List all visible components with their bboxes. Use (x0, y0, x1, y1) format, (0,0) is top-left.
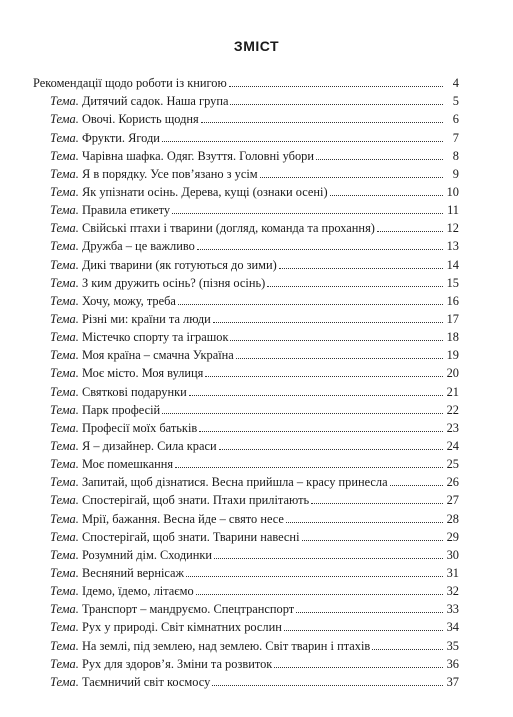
toc-entry (0, 489, 459, 507)
toc-entry-title: Весняний вернісаж (81, 565, 185, 580)
dot-leader (311, 503, 443, 504)
toc-entry (0, 598, 459, 616)
dot-leader (186, 576, 443, 577)
toc-entry-title: Рух у природі. Світ кімнатних рослин (81, 620, 282, 635)
theme-prefix: Тема. (50, 438, 79, 453)
theme-prefix: Тема. (50, 203, 79, 218)
toc-entry-title: Хочу, можу, треба (81, 293, 176, 308)
toc-entry (0, 653, 459, 671)
toc-entry-label (50, 457, 175, 471)
theme-prefix: Тема. (50, 511, 79, 526)
theme-prefix: Тема. (50, 620, 79, 635)
toc-entry-page: 33 (446, 602, 459, 617)
dot-leader (316, 159, 443, 160)
theme-prefix: Тема. (50, 112, 79, 127)
toc-entry (0, 253, 459, 271)
toc-entry-page: 24 (446, 438, 459, 453)
toc-entry-title: Містечко спорту та іграшок (81, 330, 229, 345)
toc-entry-page: 20 (446, 366, 459, 381)
toc-entry-page: 35 (446, 638, 459, 653)
toc-entry-label (50, 675, 212, 689)
page-title: ЗМІСТ (233, 38, 280, 54)
dot-leader (372, 649, 443, 650)
toc-entry (0, 145, 459, 163)
table-of-contents (0, 72, 513, 689)
toc-entry (0, 634, 459, 652)
theme-prefix: Тема. (50, 475, 79, 490)
toc-entry-page: 14 (446, 257, 459, 272)
toc-entry-label (50, 620, 284, 634)
toc-entry (0, 380, 459, 398)
toc-entry-title: Овочі. Користь щодня (81, 112, 199, 127)
dot-leader (212, 685, 443, 686)
toc-entry-label (50, 276, 267, 290)
toc-entry-label (50, 366, 205, 380)
dot-leader (296, 612, 443, 613)
toc-entry (0, 507, 459, 525)
toc-entry-title: Парк професій (81, 402, 161, 417)
theme-prefix: Тема. (50, 674, 79, 689)
toc-entry-title: З ким дружить осінь? (пізня осінь) (81, 275, 266, 290)
toc-entry-label (50, 258, 279, 272)
toc-entry-title: Спостерігай, щоб знати. Тварини навесні (81, 529, 300, 544)
dot-leader (162, 413, 443, 414)
toc-entry (0, 562, 459, 580)
dot-leader (213, 322, 443, 323)
dot-leader (302, 540, 443, 541)
toc-entry-page: 16 (446, 293, 459, 308)
toc-entry-label (50, 493, 311, 507)
toc-entry-title: Моє місто. Моя вулиця (81, 366, 204, 381)
toc-entry (0, 272, 459, 290)
toc-entry-page: 18 (446, 330, 459, 345)
toc-entry-page: 37 (446, 674, 459, 689)
toc-entry (0, 453, 459, 471)
toc-entry (0, 235, 459, 253)
dot-leader (330, 195, 443, 196)
dot-leader (284, 630, 443, 631)
toc-entry-label (50, 548, 214, 562)
toc-entry-label (50, 530, 302, 544)
toc-entry-label (50, 203, 172, 217)
dot-leader (172, 213, 443, 214)
toc-entry-label (50, 112, 201, 126)
toc-entry-page: 32 (446, 584, 459, 599)
toc-entry-page: 26 (446, 475, 459, 490)
toc-entry-label (50, 657, 274, 671)
dot-leader (196, 594, 443, 595)
theme-prefix: Тема. (50, 384, 79, 399)
toc-entry-page: 10 (446, 184, 459, 199)
toc-entry-page: 23 (446, 420, 459, 435)
theme-prefix: Тема. (50, 584, 79, 599)
dot-leader (175, 467, 443, 468)
theme-prefix: Тема. (50, 330, 79, 345)
toc-entry (0, 526, 459, 544)
toc-entry-title: Як упізнати осінь. Дерева, кущі (ознаки осені) (81, 184, 328, 199)
toc-entry-title: Свійські птахи і тварини (догляд, команда та прохання) (81, 221, 375, 236)
theme-prefix: Тема. (50, 366, 79, 381)
toc-entry-title: Я – дизайнер. Сила краси (81, 438, 217, 453)
toc-entry-page: 8 (452, 148, 459, 163)
toc-entry-page: 15 (446, 275, 459, 290)
toc-entry-page: 36 (446, 656, 459, 671)
theme-prefix: Тема. (50, 221, 79, 236)
toc-entry-label (50, 639, 372, 653)
toc-entry-title: Чарівна шафка. Одяг. Взуття. Головні убори (81, 148, 315, 163)
toc-entry (0, 290, 459, 308)
theme-prefix: Тема. (50, 493, 79, 508)
theme-prefix: Тема. (50, 529, 79, 544)
toc-entry-page: 13 (446, 239, 459, 254)
toc-entry-title: На землі, під землею, над землею. Світ тварин і птахів (81, 638, 371, 653)
dot-leader (205, 376, 443, 377)
toc-entry-label (50, 94, 230, 108)
toc-entry-page: 29 (446, 529, 459, 544)
toc-entry-title: Правила етикету (81, 203, 171, 218)
toc-entry (0, 344, 459, 362)
toc-entry (0, 199, 459, 217)
toc-entry (0, 544, 459, 562)
toc-entry-title: Різні ми: країни та люди (81, 311, 211, 326)
toc-entry-title: Рух для здоров’я. Зміни та розвиток (81, 656, 273, 671)
toc-entry-label (50, 439, 219, 453)
toc-entry-title: Я в порядку. Усе пов’язано з усім (81, 166, 258, 181)
toc-entry-title: Дитячий садок. Наша група (81, 94, 229, 109)
dot-leader (230, 340, 443, 341)
theme-prefix: Тема. (50, 547, 79, 562)
toc-entry-title: Ідемо, їдемо, літаємо (81, 584, 194, 599)
theme-prefix: Тема. (50, 348, 79, 363)
toc-entry-page: 9 (452, 166, 459, 181)
theme-prefix: Тема. (50, 275, 79, 290)
toc-entry-page: 34 (446, 620, 459, 635)
toc-entry-page: 5 (452, 94, 459, 109)
theme-prefix: Тема. (50, 130, 79, 145)
theme-prefix: Тема. (50, 148, 79, 163)
toc-entry-title: Фрукти. Ягоди (81, 130, 160, 145)
toc-entry-label (50, 403, 162, 417)
dot-leader (286, 522, 443, 523)
toc-entry-title: Моє помешкання (81, 457, 174, 472)
dot-leader (197, 249, 443, 250)
theme-prefix: Тема. (50, 656, 79, 671)
theme-prefix: Тема. (50, 94, 79, 109)
toc-entry-title: Мрії, бажання. Весна йде – свято несе (81, 511, 284, 526)
toc-entry-label (50, 421, 199, 435)
toc-entry-page: 25 (446, 457, 459, 472)
theme-prefix: Тема. (50, 565, 79, 580)
toc-entry-label (50, 294, 178, 308)
toc-entry-page: 21 (446, 384, 459, 399)
toc-entry-title: Таємничий світ космосу (81, 674, 211, 689)
toc-entry (0, 308, 459, 326)
toc-entry-label (50, 167, 260, 181)
toc-entry-label: Рекомендації щодо роботи із книгою (33, 76, 227, 91)
toc-entry-label (50, 149, 316, 163)
dot-leader (260, 177, 443, 178)
dot-leader (377, 231, 443, 232)
theme-prefix: Тема. (50, 166, 79, 181)
toc-entry (0, 181, 459, 199)
dot-leader (201, 122, 443, 123)
toc-entry-label (50, 312, 213, 326)
toc-entry (0, 671, 459, 689)
theme-prefix: Тема. (50, 420, 79, 435)
toc-entry-title: Розумний дім. Сходинки (81, 547, 213, 562)
toc-entry (0, 362, 459, 380)
dot-leader (189, 395, 443, 396)
theme-prefix: Тема. (50, 257, 79, 272)
dot-leader (230, 104, 443, 105)
dot-leader (199, 431, 443, 432)
toc-entry-title: Дикі тварини (як готуються до зими) (81, 257, 277, 272)
toc-entry-title: Святкові подарунки (81, 384, 187, 399)
toc-entry (0, 580, 459, 598)
toc-entry (0, 163, 459, 181)
toc-entry-title: Професії моїх батьків (81, 420, 198, 435)
dot-leader (229, 86, 443, 87)
theme-prefix: Тема. (50, 311, 79, 326)
theme-prefix: Тема. (50, 602, 79, 617)
toc-entry-title: Дружба – це важливо (81, 239, 195, 254)
toc-entry (0, 435, 459, 453)
theme-prefix: Тема. (50, 457, 79, 472)
toc-entry-label (50, 385, 189, 399)
toc-entry (0, 616, 459, 634)
toc-entry (0, 108, 459, 126)
dot-leader (267, 286, 443, 287)
dot-leader (178, 304, 443, 305)
toc-entry-label (50, 131, 162, 145)
toc-entry (0, 326, 459, 344)
toc-entries (0, 90, 513, 689)
toc-entry-label (50, 584, 196, 598)
toc-entry-title: Запитай, щоб дізнатися. Весна прийшла – красу принесла (81, 475, 388, 490)
toc-entry (0, 126, 459, 144)
toc-entry (0, 217, 459, 235)
toc-entry-label (50, 602, 296, 616)
toc-entry-label (50, 330, 230, 344)
toc-entry-label (50, 348, 236, 362)
dot-leader (390, 485, 443, 486)
toc-entry-label (50, 239, 197, 253)
toc-entry-title: Моя країна – смачна Україна (81, 348, 234, 363)
toc-entry-intro (0, 72, 459, 90)
theme-prefix: Тема. (50, 402, 79, 417)
toc-entry-page: 27 (446, 493, 459, 508)
toc-entry (0, 471, 459, 489)
toc-entry-page: 30 (446, 547, 459, 562)
toc-entry-page: 6 (452, 112, 459, 127)
toc-entry (0, 90, 459, 108)
toc-entry-page: 22 (446, 402, 459, 417)
toc-entry-label (50, 475, 390, 489)
toc-entry-page: 7 (452, 130, 459, 145)
toc-entry (0, 417, 459, 435)
toc-entry-page: 12 (446, 221, 459, 236)
dot-leader (236, 358, 443, 359)
toc-entry-label (50, 512, 286, 526)
toc-entry-page: 28 (446, 511, 459, 526)
dot-leader (214, 558, 443, 559)
dot-leader (279, 268, 443, 269)
toc-entry-label (50, 566, 186, 580)
dot-leader (274, 667, 443, 668)
theme-prefix: Тема. (50, 638, 79, 653)
theme-prefix: Тема. (50, 239, 79, 254)
toc-entry-title: Транспорт – мандруємо. Спецтранспорт (81, 602, 295, 617)
toc-entry (0, 399, 459, 417)
toc-entry-title: Спостерігай, щоб знати. Птахи прилітають (81, 493, 310, 508)
toc-entry-label (50, 221, 377, 235)
toc-entry-page: 11 (447, 203, 459, 218)
toc-entry-page: 17 (446, 311, 459, 326)
toc-entry-page: 31 (446, 565, 459, 580)
toc-entry-label (50, 185, 330, 199)
theme-prefix: Тема. (50, 184, 79, 199)
dot-leader (162, 141, 443, 142)
dot-leader (219, 449, 443, 450)
toc-entry-page: 19 (446, 348, 459, 363)
theme-prefix: Тема. (50, 293, 79, 308)
toc-entry-page: 4 (452, 76, 459, 91)
